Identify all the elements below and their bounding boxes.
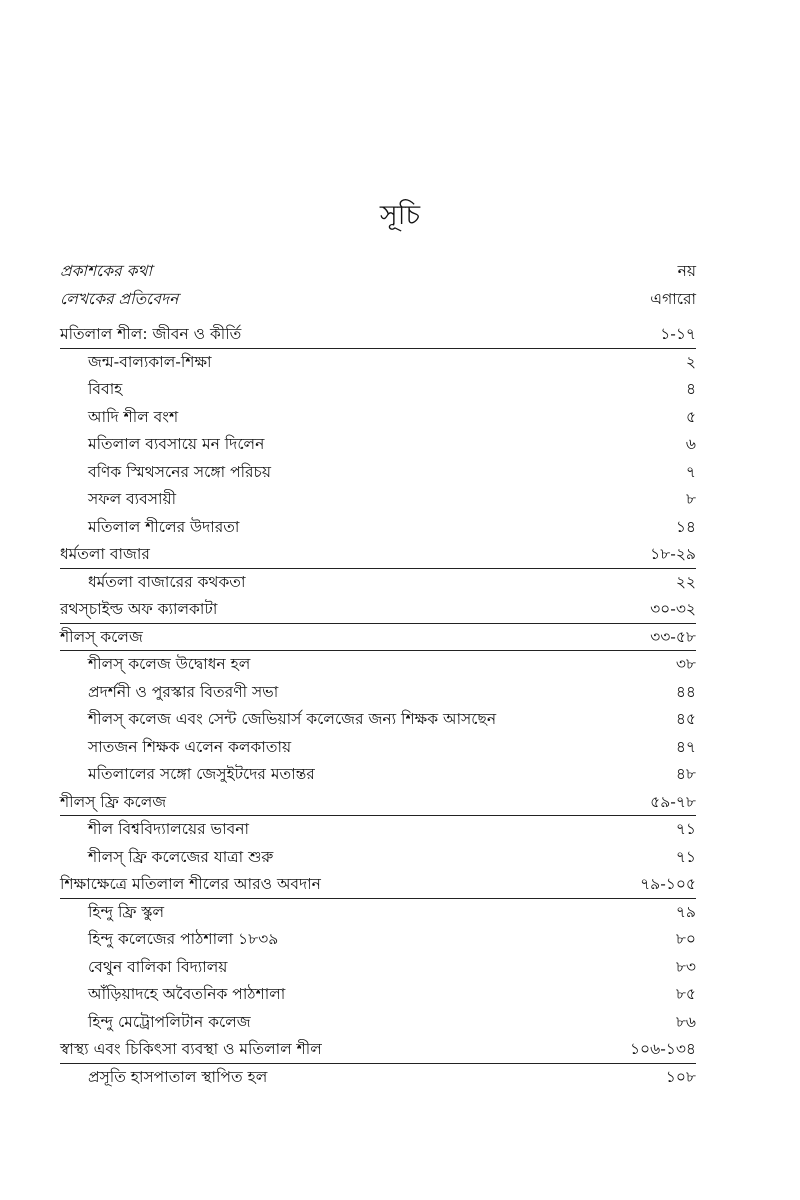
toc-subsection-label: হিন্দু ফ্রি স্কুল <box>88 902 165 921</box>
toc-subsection-entry[interactable] <box>60 1064 696 1092</box>
toc-subsection-entry[interactable] <box>60 459 696 487</box>
toc-subsection-page: ২ <box>685 352 696 371</box>
toc-section-entry[interactable] <box>60 596 696 624</box>
toc-subsection-entry[interactable] <box>60 899 696 927</box>
toc-section-entry[interactable] <box>60 1036 696 1064</box>
toc-subsection-entry[interactable] <box>60 349 696 377</box>
toc-section-label: মতিলাল শীল: জীবন ও কীর্তি <box>60 325 242 343</box>
toc-subsection-page: ৮ <box>685 490 696 508</box>
toc-subsection-page: ৮৬ <box>675 1012 696 1031</box>
toc-section-label: শীলস্‌ কলেজ <box>60 627 143 646</box>
toc-subsection-page: ৭১ <box>675 847 696 866</box>
toc-subsection-label: মতিলালের সঙ্গো জেসুইটদের মতান্তর <box>88 765 315 783</box>
toc-section-page: ৩০-৩২ <box>650 600 696 618</box>
toc-entry-label: লেখকের প্রতিবেদন <box>60 289 179 308</box>
toc-subsection-page: ৬ <box>685 435 696 453</box>
toc-subsection-entry[interactable] <box>60 1009 696 1037</box>
toc-subsection-page: ৪৮ <box>675 765 696 783</box>
toc-subsection-entry[interactable] <box>60 954 696 982</box>
toc-subsection-page: ৮০ <box>675 930 696 948</box>
toc-subsection-page: ৭ <box>685 462 696 481</box>
toc-subsection-label: বণিক স্মিথসনের সঙ্গো পরিচয় <box>88 462 272 481</box>
toc-subsection-label: হিন্দু কলেজের পাঠশালা ১৮৩৯ <box>88 930 279 948</box>
toc-subsection-entry[interactable] <box>60 431 696 459</box>
toc-subsection-page: ৭৯ <box>675 902 696 921</box>
toc-subsection-label: বিবাহ <box>88 380 123 398</box>
toc-subsection-label: মতিলাল ব্যবসায়ে মন দিলেন <box>88 435 265 453</box>
toc-subsection-page: ২২ <box>675 572 696 591</box>
toc-subsection-entry[interactable] <box>60 844 696 872</box>
toc-subsection-label: শীলস্‌ ফ্রি কলেজের যাত্রা শুরু <box>88 847 274 866</box>
toc-subsection-entry[interactable] <box>60 706 696 734</box>
toc-subsection-entry[interactable] <box>60 981 696 1009</box>
toc-section-page: ১-১৭ <box>660 325 696 343</box>
toc-subsection-label: প্রদর্শনী ও পুরস্কার বিতরণী সভা <box>88 682 279 701</box>
toc-subsection-label: সাতজন শিক্ষক এলেন কলকাতায় <box>88 737 292 756</box>
toc-section-entry[interactable] <box>60 789 696 817</box>
toc-subsection-entry[interactable] <box>60 926 696 954</box>
toc-subsection-page: ৫ <box>685 407 696 426</box>
toc-subsection-label: মতিলাল শীলের উদারতা <box>88 517 240 536</box>
toc-section-label: রথস্‌চাইল্ড অফ ক্যালকাটা <box>60 600 218 618</box>
toc-subsection-label: আদি শীল বংশ <box>88 407 179 426</box>
toc-subsection-entry[interactable] <box>60 679 696 707</box>
toc-entry-page: এগারো <box>650 289 696 308</box>
toc-subsection-label: প্রসূতি হাসপাতাল স্থাপিত হল <box>88 1067 268 1086</box>
toc-subsection-page: ১৪ <box>675 517 696 536</box>
toc-section-entry[interactable] <box>60 321 696 349</box>
toc-subsection-label: শীল বিশ্ববিদ্যালয়ের ভাবনা <box>88 820 249 838</box>
toc-subsection-page: ৪৭ <box>675 737 696 756</box>
toc-subsection-label: বেথুন বালিকা বিদ্যালয় <box>88 957 228 976</box>
toc-subsection-label: শীলস্‌ কলেজ এবং সেন্ট জেভিয়ার্স কলেজের জন্য শিক্ষক আসছেন <box>88 710 497 728</box>
toc-subsection-page: ৭১ <box>675 820 696 838</box>
toc-subsection-page: ৮৫ <box>675 985 696 1003</box>
toc-subsection-page: ৪৪ <box>675 682 696 701</box>
toc-subsection-page: ৩৮ <box>675 655 696 673</box>
toc-section-label: ধর্মতলা বাজার <box>60 545 150 563</box>
toc-subsection-entry[interactable] <box>60 651 696 679</box>
toc-subsection-page: ৪ <box>685 380 696 398</box>
toc-subsection-label: শীলস্‌ কলেজ উদ্বোধন হল <box>88 655 251 673</box>
toc-section-page: ১৮-২৯ <box>650 545 696 563</box>
toc-section-entry[interactable] <box>60 541 696 569</box>
toc-subsection-label: আঁড়িয়াদহে অবৈতনিক পাঠশালা <box>88 985 286 1003</box>
toc-entry-page: নয় <box>677 262 696 280</box>
toc-subsection-entry[interactable] <box>60 486 696 514</box>
toc-section-label: শীলস্‌ ফ্রি কলেজ <box>60 792 167 811</box>
toc-section-entry[interactable] <box>60 624 696 652</box>
toc-preface-entry[interactable] <box>60 258 696 286</box>
toc-section-entry[interactable] <box>60 871 696 899</box>
toc-subsection-page: ৪৫ <box>675 710 696 728</box>
toc-section-label: স্বাস্থ্য এবং চিকিৎসা ব্যবস্থা ও মতিলাল শীল <box>60 1040 322 1058</box>
toc-subsection-page: ১০৮ <box>665 1067 696 1086</box>
toc-preface-entry[interactable] <box>60 286 696 314</box>
toc-subsection-label: জন্ম-বাল্যকাল-শিক্ষা <box>88 352 212 371</box>
toc-entry-label: প্রকাশকের কথা <box>60 262 152 280</box>
toc-subsection-label: ধর্মতলা বাজারের কথকতা <box>88 572 246 591</box>
toc-subsection-entry[interactable] <box>60 376 696 404</box>
toc-section-page: ৭৯-১০৫ <box>640 875 696 893</box>
toc-subsection-label: হিন্দু মেট্রোপলিটান কলেজ <box>88 1012 251 1031</box>
toc-subsection-entry[interactable] <box>60 816 696 844</box>
table-of-contents <box>60 258 696 1091</box>
toc-section-page: ৩৩-৫৮ <box>650 627 696 646</box>
toc-subsection-label: সফল ব্যবসায়ী <box>88 490 177 508</box>
toc-section-page: ১০৬-১৩৪ <box>629 1040 696 1058</box>
toc-subsection-page: ৮৩ <box>675 957 696 976</box>
toc-subsection-entry[interactable] <box>60 514 696 542</box>
toc-subsection-entry[interactable] <box>60 734 696 762</box>
toc-section-page: ৫৯-৭৮ <box>650 792 696 811</box>
toc-subsection-entry[interactable] <box>60 404 696 432</box>
toc-section-label: শিক্ষাক্ষেত্রে মতিলাল শীলের আরও অবদান <box>60 875 321 893</box>
toc-subsection-entry[interactable] <box>60 569 696 597</box>
page-title: সূচি <box>379 200 421 231</box>
toc-subsection-entry[interactable] <box>60 761 696 789</box>
